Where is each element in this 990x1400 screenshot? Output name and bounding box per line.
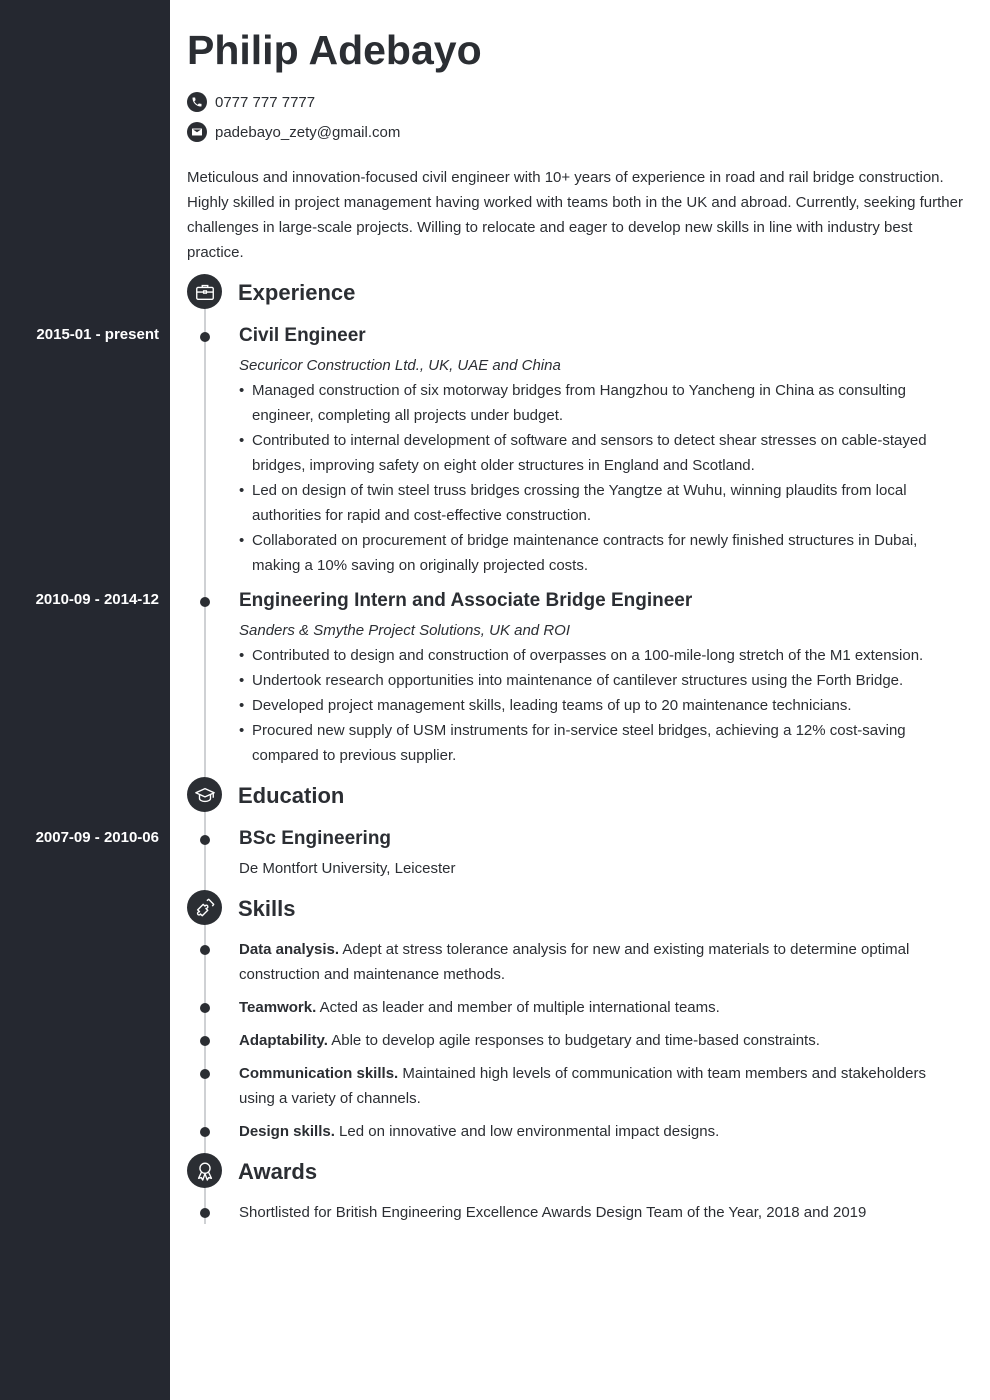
skill-item bbox=[239, 995, 939, 1020]
list-item: • Developed project management skills, leading teams of up to 20 maintenance technicians. bbox=[239, 693, 939, 718]
awards-heading: Awards bbox=[238, 1159, 318, 1184]
company-name: Sanders & Smythe Project Solutions, UK and ROI bbox=[239, 622, 570, 639]
timeline-dot bbox=[200, 1036, 210, 1046]
skill-name: Teamwork. bbox=[239, 999, 317, 1016]
puzzle-icon bbox=[187, 890, 222, 925]
skill-item bbox=[239, 1119, 939, 1144]
job-title: Civil Engineer bbox=[239, 325, 366, 346]
timeline-dot bbox=[200, 597, 210, 607]
education-timeline bbox=[204, 808, 206, 892]
skill-item bbox=[239, 937, 939, 987]
job-title: Engineering Intern and Associate Bridge Engineer bbox=[239, 590, 693, 611]
envelope-icon bbox=[187, 122, 207, 142]
briefcase-icon bbox=[187, 274, 222, 309]
phone-number[interactable]: 0777 777 7777 bbox=[215, 93, 316, 111]
list-item: • Collaborated on procurement of bridge maintenance contracts for newly finished structures in Dubai, making a 10% saving on originally projected costs. bbox=[239, 528, 939, 578]
job-bullets bbox=[239, 378, 939, 578]
skill-name: Communication skills. bbox=[239, 1065, 399, 1082]
skill-description: Able to develop agile responses to budgetary and time-based constraints. bbox=[331, 1032, 820, 1049]
skill-name: Data analysis. bbox=[239, 941, 340, 958]
school-name: De Montfort University, Leicester bbox=[239, 860, 456, 877]
degree-title: BSc Engineering bbox=[239, 828, 392, 849]
timeline-dot bbox=[200, 1127, 210, 1137]
experience-1-dates: 2015-01 - present bbox=[36, 326, 159, 343]
skill-name: Adaptability. bbox=[239, 1032, 328, 1049]
education-1-dates: 2007-09 - 2010-06 bbox=[35, 829, 159, 846]
list-item: • Contributed to internal development of software and sensors to detect shear stresses on cable-stayed bridges, improving safety on eight older structures in England and Scotland. bbox=[239, 428, 939, 478]
list-item: • Led on design of twin steel truss bridges crossing the Yangtze at Wuhu, winning plaudits from local authorities for rapid and cost-effective construction. bbox=[239, 478, 939, 528]
skill-description: Led on innovative and low environmental impact designs. bbox=[339, 1123, 720, 1140]
experience-2-dates: 2010-09 - 2014-12 bbox=[35, 591, 159, 608]
sidebar bbox=[0, 0, 170, 1400]
award-ribbon-icon bbox=[187, 1153, 222, 1188]
graduation-cap-icon bbox=[187, 777, 222, 812]
skill-description: Maintained high levels of communication with team members and stakeholders using a variety of channels. bbox=[239, 1065, 926, 1107]
phone-contact bbox=[187, 92, 315, 112]
skill-item bbox=[239, 1061, 939, 1111]
timeline-dot bbox=[200, 1003, 210, 1013]
skill-name: Design skills. bbox=[239, 1123, 335, 1140]
list-item: • Contributed to design and construction of overpasses on a 100-mile-long stretch of the M1 extension. bbox=[239, 643, 939, 668]
timeline-dot bbox=[200, 835, 210, 845]
timeline-dot bbox=[200, 332, 210, 342]
email-contact bbox=[187, 122, 400, 142]
phone-icon bbox=[187, 92, 207, 112]
skills-heading: Skills bbox=[238, 896, 296, 921]
job-bullets bbox=[239, 643, 939, 768]
timeline-dot bbox=[200, 945, 210, 955]
profile-summary: Meticulous and innovation-focused civil engineer with 10+ years of experience in road and rail bridge construction. Highly skilled in project management having worked with teams both in the UK and abroad. Currently, seeking further challenges in large-scale projects. Willing to relocate and eager to develop new skills in line with industry best practice. bbox=[187, 169, 963, 261]
awards-timeline bbox=[204, 1184, 206, 1224]
experience-timeline bbox=[204, 305, 206, 777]
skill-description: Adept at stress tolerance analysis for new and existing materials to determine optimal construction and maintenance methods. bbox=[239, 941, 910, 983]
company-name: Securicor Construction Ltd., UK, UAE and China bbox=[239, 357, 561, 374]
list-item: • Managed construction of six motorway bridges from Hangzhou to Yancheng in China as consulting engineer, completing all projects under budget. bbox=[239, 378, 939, 428]
email-address[interactable]: padebayo_zety@gmail.com bbox=[215, 123, 401, 141]
timeline-dot bbox=[200, 1069, 210, 1079]
timeline-dot bbox=[200, 1208, 210, 1218]
skill-description: Acted as leader and member of multiple international teams. bbox=[319, 999, 720, 1016]
candidate-name: Philip Adebayo bbox=[187, 27, 482, 73]
skill-item bbox=[239, 1028, 939, 1053]
experience-heading: Experience bbox=[238, 280, 356, 305]
award-item: Shortlisted for British Engineering Excellence Awards Design Team of the Year, 2018 and 2019 bbox=[239, 1204, 867, 1221]
list-item: • Procured new supply of USM instruments for in-service steel bridges, achieving a 12% cost-saving compared to previous supplier. bbox=[239, 718, 939, 768]
list-item: • Undertook research opportunities into maintenance of cantilever structures using the Forth Bridge. bbox=[239, 668, 939, 693]
education-heading: Education bbox=[238, 783, 345, 808]
